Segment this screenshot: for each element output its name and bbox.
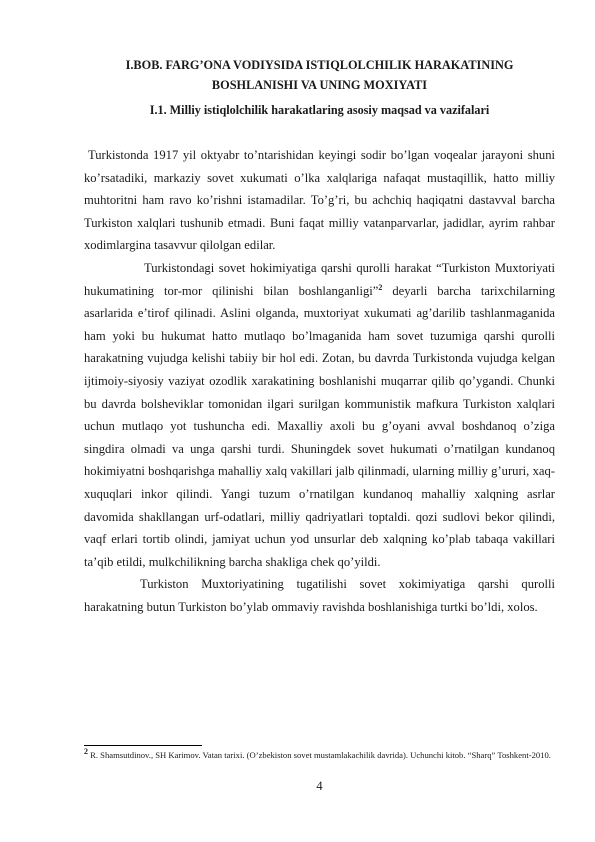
chapter-title: I.BOB. FARG’ONA VODIYSIDA ISTIQLOLCHILIK HARAKATINING [125,58,514,72]
footnote-text: R. Shamsutdinov., SH Karimov. Vatan tarixi. (O’zbekiston sovet mustamlakachilik davrida). Uchunchi kitob. “Sharq” Toshkent-2010. [88,750,551,760]
paragraph-1: Turkistonda 1917 yil oktyabr to’ntarishidan keyingi sodir bo’lgan voqealar jarayoni shuni ko’rsatadiki, markaziy sovet xukumati o’lka xalqlariga nafaqat mustaqillik, hatto milliy muhtoritni ham ravo ko’rishni istamadilar. To’g’ri, bu achchiq haqiqatni dastavval barcha Turkiston xalqlari tushunib etmadi. Buni faqat milliy vatanparvarlar, jadidlar, ayrim rahbar xodimlargina tasavvur qilolgan edilar. [84,148,555,253]
paragraph-2 [84,257,555,573]
body-text [84,144,555,618]
paragraph-2-body: deyarli barcha tarixchilarning asarlarida e’tirof qilinadi. Aslini olganda, muxtoriyat xukumati ag’darilib tashlanmaganida ham yoki bu hukumat hatto mutlaqo bo’lmaganida ham sovet tuzumiga qarshi qurolli harakatning vujudga kelishi tabiiy bir hol edi. Zotan, bu davrda Turkistonda vujudga kelgan ijtimoiy-siyosiy vaziyat ozodlik xarakatining boshlanishi muqarrar qilib qo’ygandi. Chunki bu davrda bolsheviklar tomonidan ilgari surilgan kommunistik mafkura Turkiston xalqlari uchun mutlaqo yot tushuncha edi. Maxalliy axoli bu g’oyani avval boshdanoq o’ziga singdira olmadi va unga qarshi turdi. Shuningdek sovet hukumati o’rnatilgan kundanoq hokimiyatni boshqarishga mahalliy xalq vakillari jalb qilinmadi, ularning milliy g’ururi, xaq-xuquqlari inkor qilindi. Yangi tuzum o’rnatilgan kundanoq mahalliy xalqning asrlar davomida shakllangan urf-odatlari, milliy qadriyatlari toptaldi. qozi sudlovi bekor qilindi, vaqf erlari tortib olindi, jamiyat uchun yod unsurlar deb xalqning ko’plab tabaqa vakillari ta’qib etildi, mulkchilikning barcha shakliga chek qo’yildi. [84,283,555,569]
page-number: 4 [316,779,323,793]
paragraph-2-quote: Turkistondagi sovet hokimiyatiga qarshi qurolli harakat “Turkiston Muxtoriyati hukumatining tor-mor qilinishi bilan boshlanganligi” [84,260,555,298]
section-title: I.1. Milliy istiqlolchilik harakatlaring asosiy maqsad va vazifalari [149,103,490,117]
footnote-number: 2 [84,747,88,757]
footnote-reference[interactable]: 2 [378,282,383,292]
paragraph-3: Turkiston Muxtoriyatining tugatilishi sovet xokimiyatiga qarshi qurolli harakatning butun Turkiston bo’ylab ommaviy ravishda boshlanishiga turtki bo’ldi, xolos. [84,577,555,614]
footnote [84,749,555,762]
footnote-divider [84,745,202,746]
chapter-subtitle: BOSHLANISHI VA UNING MOXIYATI [211,78,428,92]
